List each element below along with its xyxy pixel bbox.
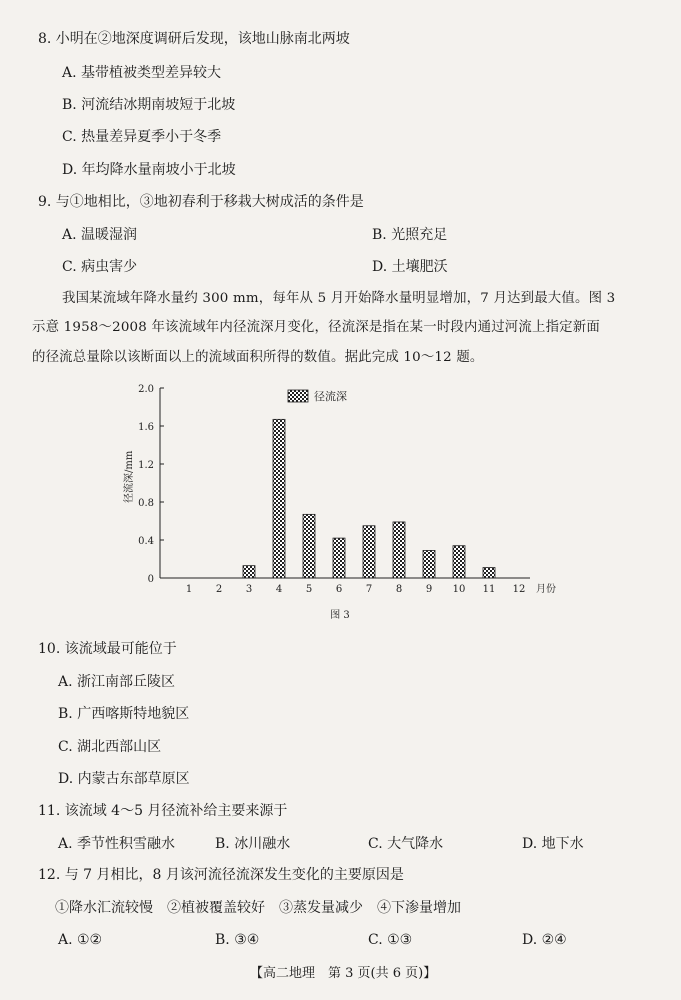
q9-option-a[interactable]: A. 温暖湿润 bbox=[62, 227, 138, 243]
x-tick-label: 12 bbox=[512, 584, 526, 595]
question-11-stem: 11. 该流域 4～5 月径流补给主要来源于 bbox=[38, 803, 288, 819]
runoff-depth-bar-chart bbox=[110, 378, 570, 626]
bar-month-11 bbox=[483, 568, 495, 578]
bar-month-8 bbox=[393, 522, 405, 578]
q11-option-d[interactable]: D. 地下水 bbox=[522, 836, 584, 852]
x-tick-label: 5 bbox=[305, 584, 313, 595]
intro-line-1: 我国某流域年降水量约 300 mm，每年从 5 月开始降水量明显增加，7 月达到最大值。图 3 bbox=[62, 291, 616, 306]
x-tick-label: 10 bbox=[452, 584, 466, 595]
x-tick-label: 3 bbox=[245, 584, 253, 595]
x-tick-label: 8 bbox=[395, 584, 403, 595]
bar-month-9 bbox=[423, 550, 435, 578]
q11-option-b[interactable]: B. 冰川融水 bbox=[215, 836, 291, 852]
q10-option-d[interactable]: D. 内蒙古东部草原区 bbox=[58, 771, 190, 787]
q8-option-c[interactable]: C. 热量差异夏季小于冬季 bbox=[62, 129, 222, 145]
y-axis-label: 径流深/mm bbox=[124, 450, 135, 503]
x-tick-label: 2 bbox=[215, 584, 223, 595]
x-tick-label: 7 bbox=[365, 584, 373, 595]
x-tick-label: 1 bbox=[185, 584, 193, 595]
q11-option-c[interactable]: C. 大气降水 bbox=[368, 836, 444, 852]
q9-option-d[interactable]: D. 土壤肥沃 bbox=[372, 259, 448, 275]
x-tick-label: 11 bbox=[482, 584, 496, 595]
legend-swatch bbox=[288, 390, 308, 402]
q12-option-d[interactable]: D. ②④ bbox=[522, 932, 567, 948]
y-tick-label: 0.8 bbox=[138, 498, 154, 509]
y-tick-label: 1.2 bbox=[138, 460, 154, 471]
x-axis-label: 月份 bbox=[536, 584, 556, 595]
bar-month-3 bbox=[243, 566, 255, 578]
bar-month-6 bbox=[333, 538, 345, 578]
question-12-stem: 12. 与 7 月相比，8 月该河流径流深发生变化的主要原因是 bbox=[38, 867, 404, 883]
y-tick-label: 2.0 bbox=[138, 384, 154, 395]
y-tick-label: 0 bbox=[147, 574, 154, 585]
q8-option-a[interactable]: A. 基带植被类型差异较大 bbox=[62, 65, 222, 81]
q12-option-b[interactable]: B. ③④ bbox=[215, 932, 260, 948]
bar-month-10 bbox=[453, 546, 465, 578]
q12-option-c[interactable]: C. ①③ bbox=[368, 932, 413, 948]
q8-option-d[interactable]: D. 年均降水量南坡小于北坡 bbox=[62, 162, 236, 178]
q12-option-a[interactable]: A. ①② bbox=[58, 932, 103, 948]
bar-month-4 bbox=[273, 419, 285, 578]
question-8-stem: 8. 小明在②地深度调研后发现，该地山脉南北两坡 bbox=[38, 31, 350, 47]
question-10-stem: 10. 该流域最可能位于 bbox=[38, 641, 177, 657]
page-footer: 【高二地理 第 3 页(共 6 页)】 bbox=[250, 966, 437, 981]
q10-option-b[interactable]: B. 广西喀斯特地貌区 bbox=[58, 706, 190, 722]
q9-option-b[interactable]: B. 光照充足 bbox=[372, 227, 448, 243]
y-tick-label: 1.6 bbox=[138, 422, 154, 433]
q11-option-a[interactable]: A. 季节性积雪融水 bbox=[58, 836, 176, 852]
x-tick-label: 9 bbox=[425, 584, 433, 595]
q9-option-c[interactable]: C. 病虫害少 bbox=[62, 259, 138, 275]
x-tick-label: 4 bbox=[275, 584, 283, 595]
intro-line-2: 示意 1958～2008 年该流域年内径流深月变化，径流深是指在某一时段内通过河流上指定新面 bbox=[32, 320, 600, 335]
q12-statements: ①降水汇流较慢 ②植被覆盖较好 ③蒸发量减少 ④下渗量增加 bbox=[55, 900, 461, 916]
intro-line-3: 的径流总量除以该断面以上的流域面积所得的数值。据此完成 10～12 题。 bbox=[32, 350, 484, 365]
x-tick-label: 6 bbox=[335, 584, 343, 595]
q10-option-c[interactable]: C. 湖北西部山区 bbox=[58, 739, 162, 755]
q10-option-a[interactable]: A. 浙江南部丘陵区 bbox=[58, 674, 176, 690]
bar-month-5 bbox=[303, 514, 315, 578]
bar-month-7 bbox=[363, 526, 375, 578]
legend-label: 径流深 bbox=[314, 390, 347, 403]
question-9-stem: 9. 与①地相比，③地初春利于移栽大树成活的条件是 bbox=[38, 194, 364, 210]
y-tick-label: 0.4 bbox=[138, 536, 154, 547]
q8-option-b[interactable]: B. 河流结冰期南坡短于北坡 bbox=[62, 97, 236, 113]
figure-caption: 图 3 bbox=[330, 610, 350, 621]
